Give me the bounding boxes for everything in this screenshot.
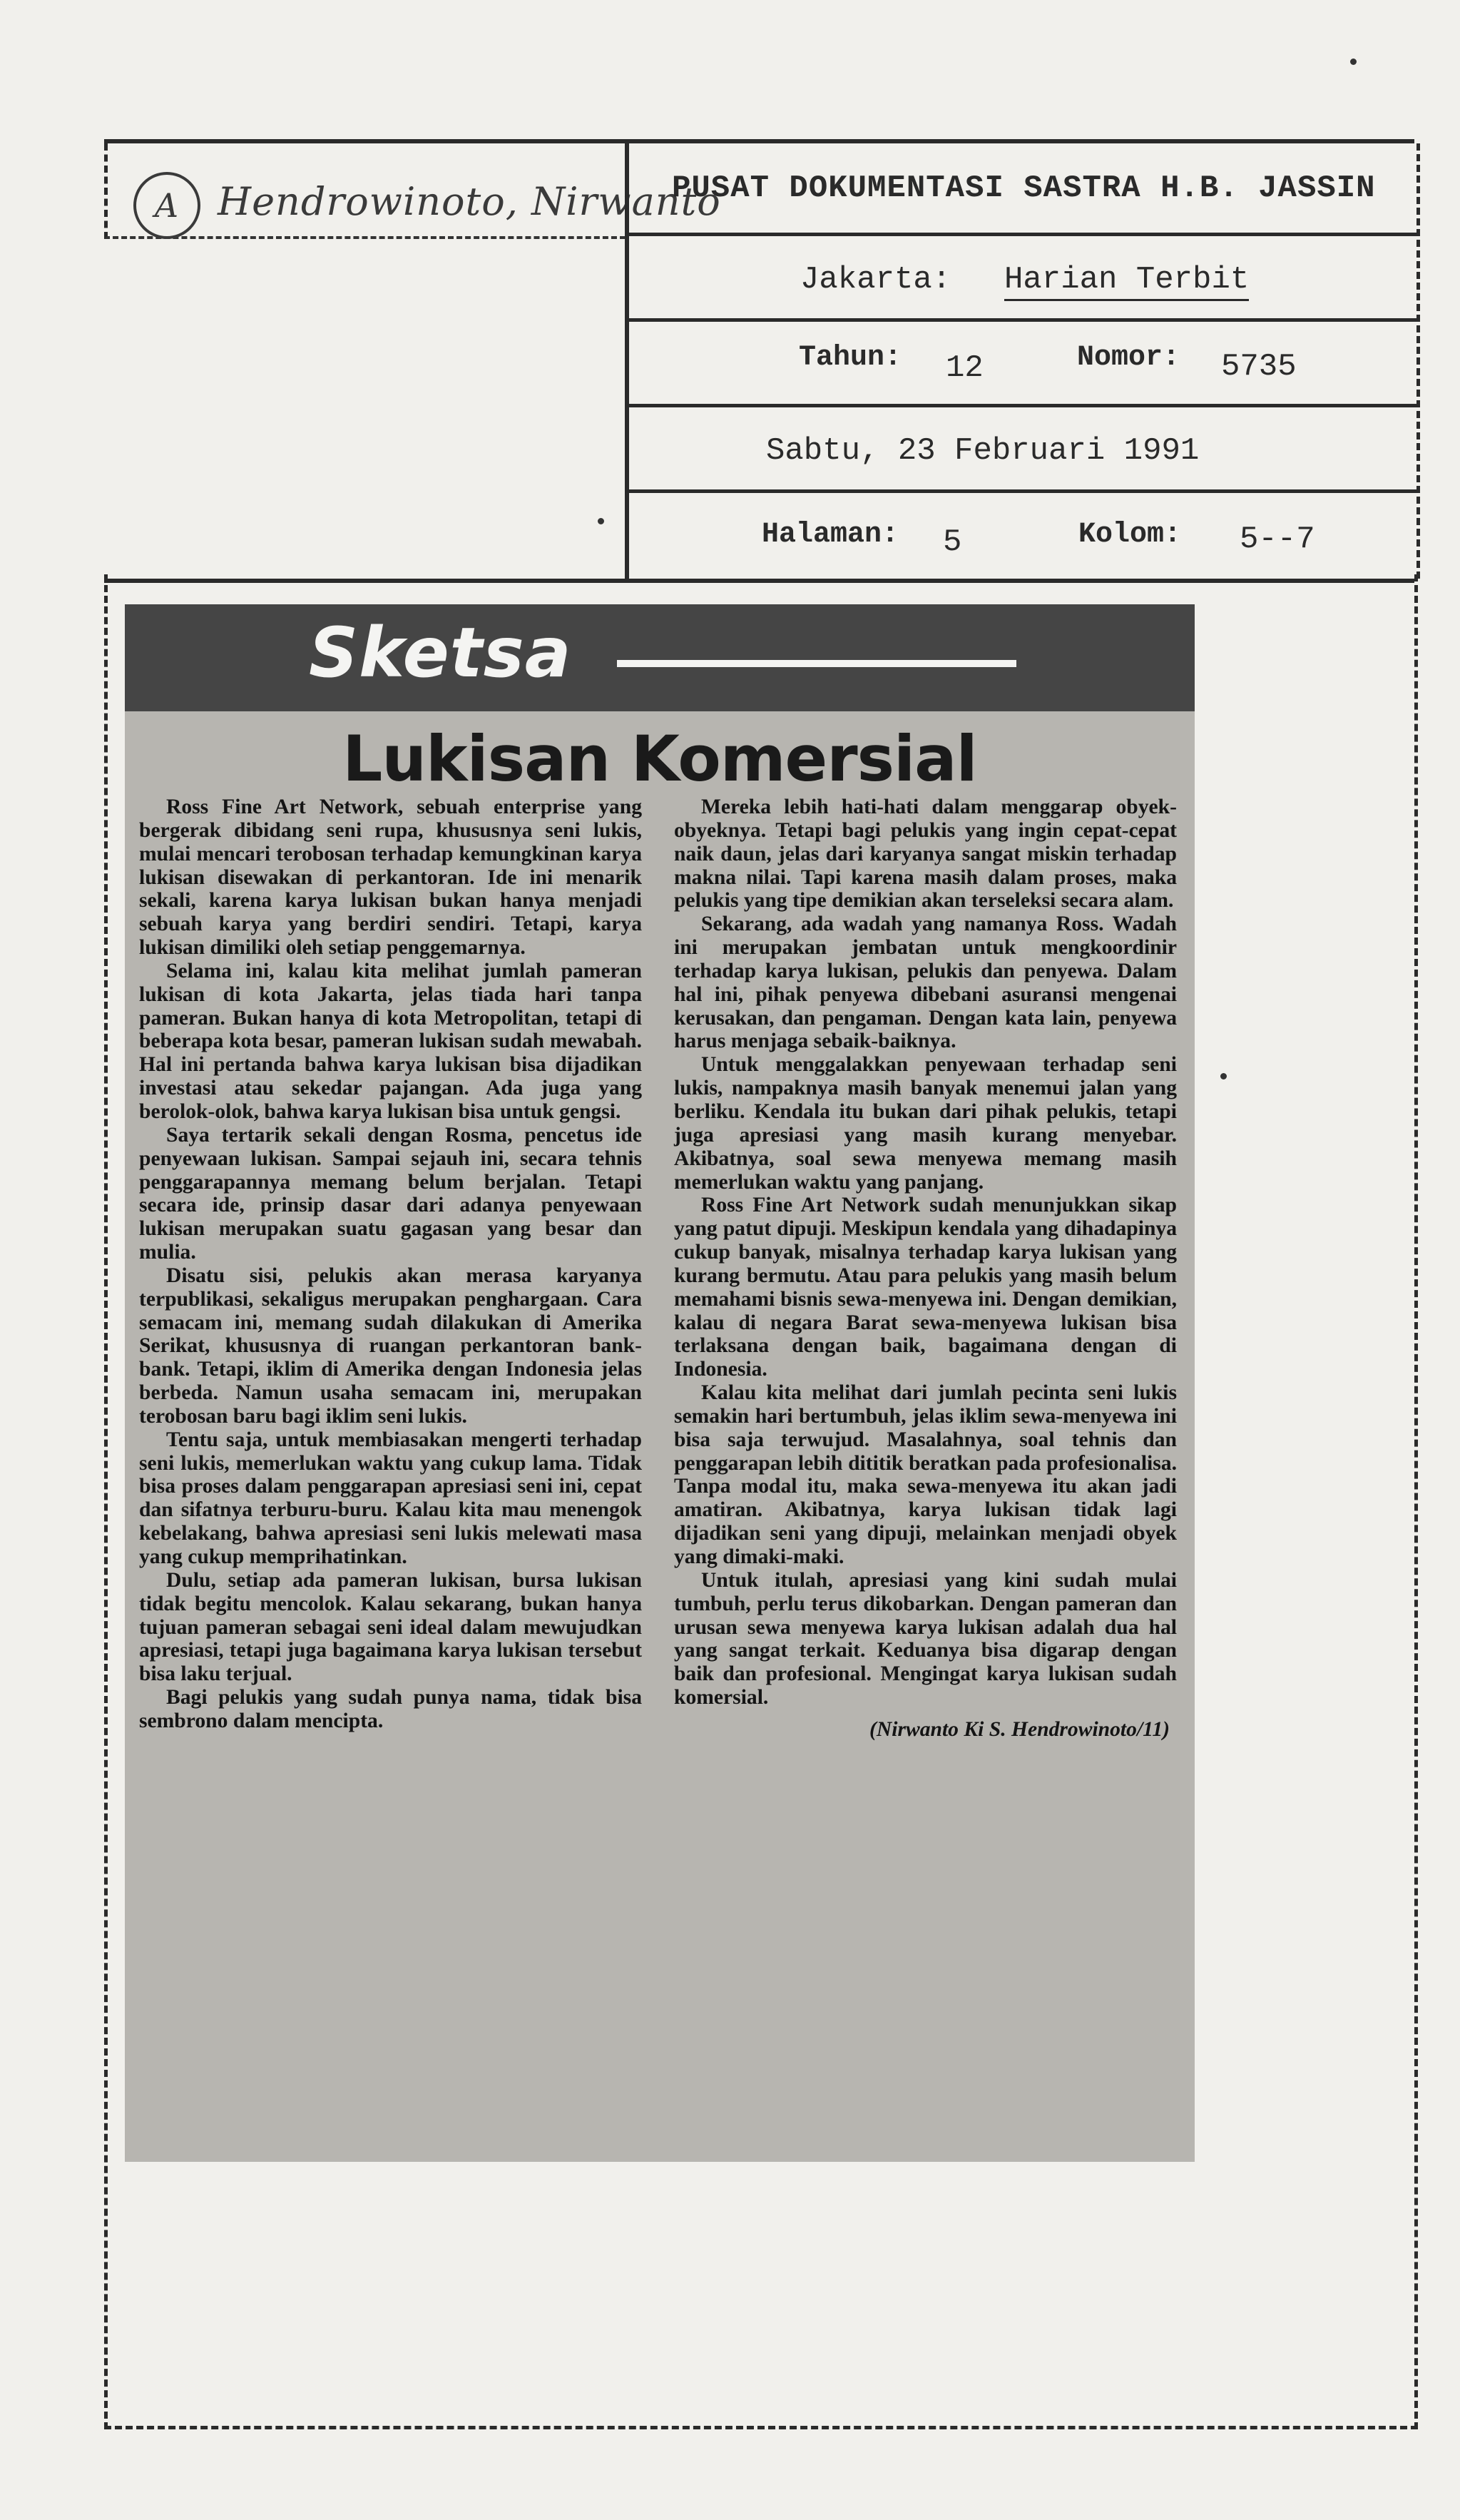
nomor-label: Nomor: (1077, 342, 1180, 374)
article-paragraph: Bagi pelukis yang sudah punya nama, tidak bisa sembrono dalam mencipta. (139, 1686, 642, 1732)
article-paragraph: Untuk itulah, apresiasi yang kini sudah mulai tumbuh, perlu terus dikobarkan. Dengan pameran dan urusan sewa menyewa karya lukisan adalah dua hal yang sangat terkait. Keduanya bisa digarap dengan baik dan profesional. Mengingat karya lukisan sudah komersial. (674, 1568, 1177, 1709)
tahun-label: Tahun: (799, 342, 902, 374)
speck (1350, 59, 1357, 65)
article-column-right (674, 796, 1177, 1742)
annotation-cell (104, 143, 721, 239)
article-byline: (Nirwanto Ki S. Hendrowinoto/11) (869, 1717, 1170, 1741)
handwritten-author-name: Hendrowinoto, Nirwanto (218, 179, 721, 224)
kolom-value: 5--7 (1240, 522, 1315, 557)
kolom-label: Kolom: (1078, 519, 1182, 551)
article-paragraph: Sekarang, ada wadah yang namanya Ross. Wadah ini merupakan jembatan untuk mengkoordinir terhadap karya lukisan, pelukis dan penyewa. Dalam hal ini, pihak penyewa dibebani asuransi mengenai kerusakan, dan pengaman. Dengan kata lain, penyewa harus menjaga sebaik-baiknya. (674, 913, 1177, 1053)
halaman-value: 5 (943, 524, 962, 560)
publication-name: Harian Terbit (1004, 262, 1249, 301)
catalog-fields (625, 143, 1420, 579)
article-paragraph: Untuk menggalakkan penyewaan terhadap seni lukis, nampaknya masih banyak menemui jalan yang berliku. Kendala itu bukan dari pihak pelukis, tetapi juga apresiasi yang masih kurang menyebar. Akibatnya, soal sewa menyewa memang masih memerlukan waktu yang panjang. (674, 1053, 1177, 1194)
article-paragraph: Selama ini, kalau kita melihat jumlah pameran lukisan di kota Jakarta, jelas tiada hari tanpa pameran. Bukan hanya di kota Metropolitan, tetapi di beberapa kota besar, pameran lukisan sudah mewabah. Hal ini pertanda bahwa karya lukisan bisa dijadikan investasi atau sekedar pajangan. Ada juga yang berolok-olok, bahwa karya lukisan bisa untuk gengsi. (139, 959, 642, 1123)
article-paragraph: Mereka lebih hati-hati dalam menggarap obyek-obyeknya. Tetapi bagi pelukis yang ingin cepat-cepat naik daun, jelas dari karyanya sangat miskin terhadap makna nilai. Tapi karena masih dalam proses, maka pelukis yang tipe demikian akan terseleksi secara alam. (674, 796, 1177, 913)
article-paragraph: Ross Fine Art Network sudah menunjukkan sikap yang patut dipuji. Meskipun kendala yang dihadapinya cukup banyak, misalnya terhadap karya lukisan yang kurang bermutu. Atau para pelukis yang masih belum memahami bisnis sewa-menyewa ini. Dengan demikian, kalau di negara Barat sewa-menyewa lukisan bisa terlaksana dengan baik, bagaimana dengan di Indonesia. (674, 1194, 1177, 1381)
date-row (629, 407, 1416, 493)
circled-letter: A (133, 172, 200, 239)
year-number-row (629, 322, 1416, 407)
article-paragraph: Dulu, setiap ada pameran lukisan, bursa lukisan tidak begitu mencolok. Kalau sekarang, bukan hanya tujuan pameran sebagai seni ideal dalam mewujudkan apresiasi, tetapi juga bagaimana karya lukisan tersebut bisa laku terjual. (139, 1568, 642, 1686)
institution-name: PUSAT DOKUMENTASI SASTRA H.B. JASSIN (672, 171, 1376, 206)
publication-date: Sabtu, 23 Februari 1991 (766, 433, 1200, 469)
rubric-banner (125, 604, 1195, 711)
newspaper-clipping (125, 604, 1195, 2162)
catalog-card (104, 139, 1414, 583)
rubric-title: Sketsa (309, 613, 572, 693)
page-column-row (629, 493, 1416, 579)
article-paragraph: Tentu saja, untuk membiasakan mengerti terhadap seni lukis, memerlukan waktu yang cukup lama. Tidak bisa proses dalam penggarapan apresiasi seni ini, cepat dan sifatnya terburu-buru. Kalau kita mau menengok kebelakang, bahwa apresiasi seni lukis melewati masa yang cukup memprihatinkan. (139, 1428, 642, 1568)
tahun-value: 12 (946, 350, 984, 386)
speck (598, 518, 604, 524)
article-paragraph: Disatu sisi, pelukis akan merasa karyanya terpublikasi, sekaligus merupakan penghargaan. Cara semacam ini, memang sudah dilakukan di Amerika Serikat, khususnya di ruangan perkantoran bank-bank. Tetapi, iklim di Amerika dengan Indonesia jelas berbeda. Namun usaha semacam ini, merupakan terobosan baru bagi iklim seni lukis. (139, 1264, 642, 1428)
rubric-rule (617, 660, 1016, 667)
article-paragraph: Ross Fine Art Network, sebuah enterprise yang bergerak dibidang seni rupa, khususnya seni lukis, mulai mencari terobosan terhadap kemungkinan karya lukisan disewakan di perkantoran. Ide ini menarik sekali, karena karya lukisan bukan hanya menjadi sebuah karya yang berdiri sendiri. Tetapi, karya lukisan dimiliki oleh setiap penggemarnya. (139, 796, 642, 960)
publication-row (629, 236, 1416, 322)
institution-row (629, 143, 1416, 236)
article-headline: Lukisan Komersial (342, 722, 977, 796)
city-label: Jakarta: (800, 262, 951, 298)
nomor-value: 5735 (1221, 349, 1297, 385)
article-column-left (139, 796, 642, 1733)
halaman-label: Halaman: (762, 519, 899, 551)
article-paragraph: Kalau kita melihat dari jumlah pecinta seni lukis semakin hari bertumbuh, jelas iklim sewa-menyewa ini bisa saja terwujud. Masalahnya, soal tehnis dan penggarapan lebih dititik beratkan pada profesionalisa. Tanpa modal itu, maka sewa-menyewa itu akan jadi amatiran. Akibatnya, karya lukisan tidak lagi dijadikan seni yang dipuji, melainkan menjadi obyek yang dimaki-maki. (674, 1381, 1177, 1568)
speck (1220, 1073, 1227, 1079)
article-paragraph: Saya tertarik sekali dengan Rosma, pencetus ide penyewaan lukisan. Sampai sejauh ini, secara tehnis penggarapannya memang belum berjalan. Tetapi secara ide, prinsip dasar dari adanya penyewaan lukisan merupakan suatu gagasan yang besar dan mulia. (139, 1123, 642, 1264)
